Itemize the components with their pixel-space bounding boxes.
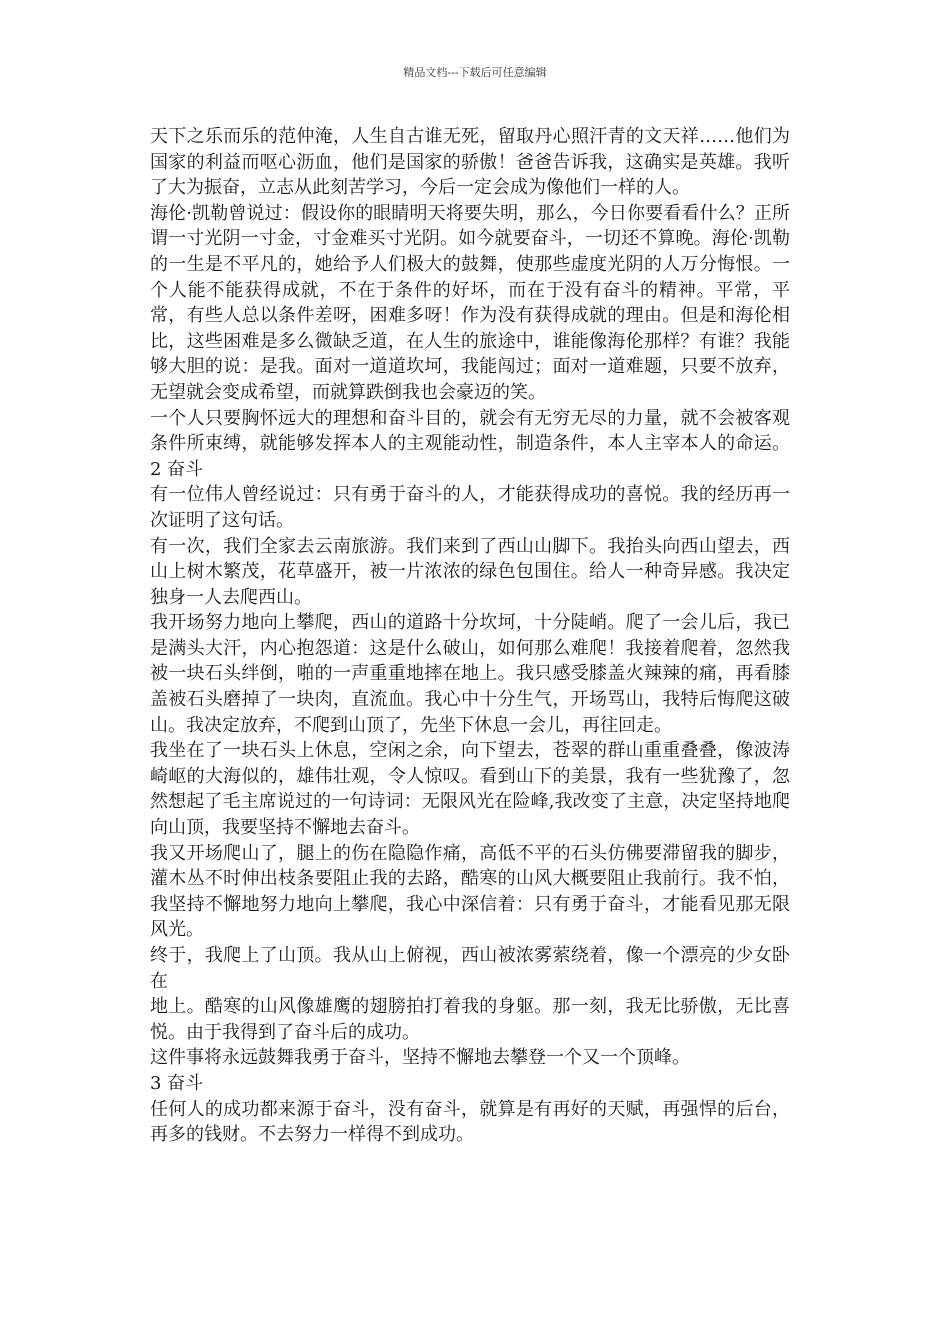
paragraph: 任何人的成功都来源于奋斗，没有奋斗，就算是有再好的天赋，再强悍的后台，再多的钱财。不去努力一样得不到成功。 [150,1098,790,1146]
document-body [150,124,790,1148]
section-heading: 3 奋斗 [150,1072,204,1094]
paragraph: 地上。酷寒的山风像雄鹰的翅膀拍打着我的身躯。那一刻，我无比骄傲，无比喜悦。由于我得到了奋斗后的成功。 [150,996,790,1043]
paragraph: 我又开场爬山了，腿上的伤在隐隐作痛，高低不平的石头仿佛要滞留我的脚步，灌木丛不时伸出枝条要阻止我的去路，酷寒的山风大概要阻止我前行。我不怕，我坚持不懈地努力地向上攀爬，我心中深信着：只有勇于奋斗，才能看见那无限风光。 [150,842,790,941]
page-header: 精品文档---下载后可任意编辑 [403,66,547,79]
paragraph: 这件事将永远鼓舞我勇于奋斗，坚持不懈地去攀登一个又一个顶峰。 [150,1047,690,1069]
paragraph: 我开场努力地向上攀爬，西山的道路十分坎坷，十分陡峭。爬了一会儿后，我已是满头大汗，内心抱怨道：这是什么破山，如何那么难爬！我接着爬着，忽然我被一块石头绊倒，啪的一声重重地摔在地上。我只感受膝盖火辣辣的痛，再看膝盖被石头磨掉了一块肉，直流血。我心中十分生气，开场骂山，我特后悔爬这破山。我决定放弃，不爬到山顶了，先坐下休息一会儿，再往回走。 [150,612,790,736]
paragraph: 海伦·凯勒曾说过：假设你的眼睛明天将要失明，那么，今日你要看看什么？正所谓一寸光阴一寸金，寸金难买寸光阴。如今就要奋斗，一切还不算晚。海伦·凯勒的一生是不平凡的，她给予人们极大的鼓舞，使那些虚度光阴的人万分悔恨。一个人能不能获得成就，不在于条件的好坏，而在于没有奋斗的精神。平常，平常，有些人总以条件差呀，困难多呀！作为没有获得成就的理由。但是和海伦相比，这些困难是多么微缺乏道，在人生的旅途中，谁能像海伦那样？有谁？我能够大胆的说：是我。面对一道道坎坷，我能闯过；面对一道难题，只要不放弃，无望就会变成希望，而就算跌倒我也会豪迈的笑。 [150,202,790,403]
paragraph: 有一位伟人曾经说过：只有勇于奋斗的人，才能获得成功的喜悦。我的经历再一次证明了这句话。 [150,484,790,531]
paragraph: 一个人只要胸怀远大的理想和奋斗目的，就会有无穷无尽的力量，就不会被客观条件所束缚，就能够发挥本人的主观能动性，制造条件，本人主宰本人的命运。2 奋斗 [150,407,790,480]
paragraph: 有一次，我们全家去云南旅游。我们来到了西山山脚下。我抬头向西山望去，西山上树木繁茂，花草盛开，被一片浓浓的绿色包围住。给人一种奇异感。我决定独身一人去爬西山。 [150,535,790,608]
paragraph: 天下之乐而乐的范仲淹，人生自古谁无死，留取丹心照汗青的文天祥……他们为国家的利益而呕心沥血，他们是国家的骄傲！爸爸告诉我，这确实是英雄。我听了大为振奋，立志从此刻苦学习，今后一定会成为像他们一样的人。 [150,126,790,199]
paragraph: 终于，我爬上了山顶。我从山上俯视，西山被浓雾萦绕着，像一个漂亮的少女卧在 [150,945,790,992]
paragraph: 我坐在了一块石头上休息，空闲之余，向下望去，苍翠的群山重重叠叠，像波涛崎岖的大海似的，雄伟壮观，令人惊叹。看到山下的美景，我有一些犹豫了，忽然想起了毛主席说过的一句诗词：无限风光在险峰,我改变了主意，决定坚持地爬向山顶，我要坚持不懈地去奋斗。 [150,740,790,839]
